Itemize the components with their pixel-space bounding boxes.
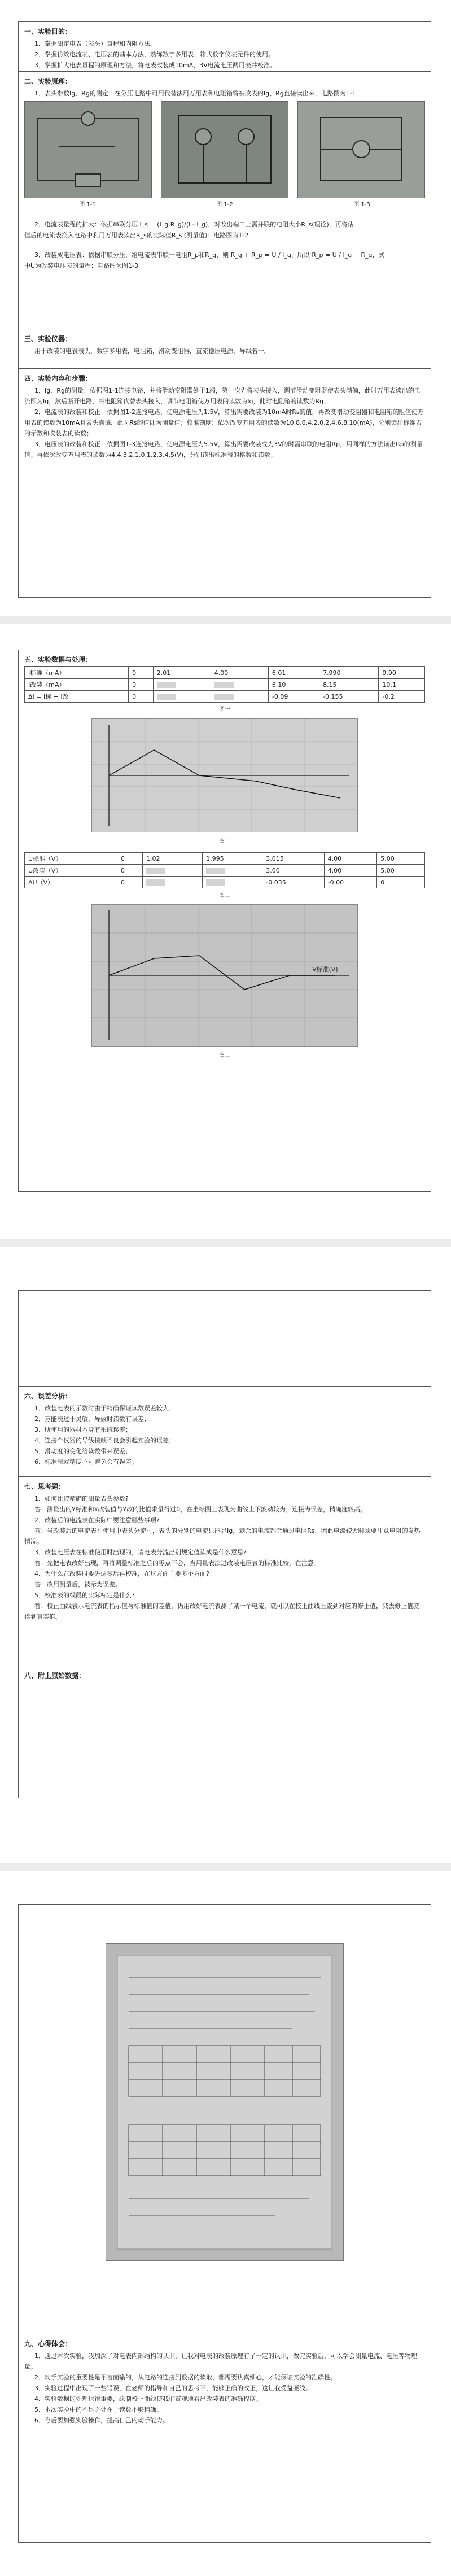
redacted-value <box>214 694 234 700</box>
table-cell <box>203 877 262 888</box>
section-title: 五、实验数据与处理： <box>24 656 93 664</box>
text-line: 1．掌握测定电表（表头）量程和内阻方法。 <box>34 40 156 47</box>
page-gap <box>0 1239 451 1247</box>
table-cell <box>143 865 203 877</box>
text-line: 1．表头参数Ig、Rg的测定：在分压电路中可用代替法用万用表和电阻箱将被改表的Ig、Rg直接读出来，电路图为1-1 <box>34 90 356 97</box>
text-line: 4．连接个仪器的导线接触不良会引起实验的误差； <box>34 1437 175 1444</box>
table-cell: 7.990 <box>319 667 379 679</box>
table-caption-2: 图二 <box>219 892 230 899</box>
current-calibration-graph <box>91 718 358 832</box>
text-line: 3．改装成电压表：依据串联分压，给电流表串联一电阻R_p和R_g，则 R_g + R_p = U / I_g，所以 R_p = U / I_g − R_g，式 <box>34 251 385 259</box>
table-row <box>25 853 425 865</box>
circuit-photo-3-image <box>298 102 424 198</box>
handwritten-data-sheet-image <box>106 1944 343 2260</box>
redacted-value <box>146 879 165 886</box>
table-cell: 6.10 <box>268 679 319 691</box>
table-cell <box>211 691 268 703</box>
redacted-value <box>157 682 176 688</box>
table-cell: 10.1 <box>379 679 425 691</box>
row-header-cell: ΔI = I标 − I改 <box>25 691 129 703</box>
table-row <box>25 865 425 877</box>
redacted-value <box>206 879 225 886</box>
table-cell <box>211 679 268 691</box>
row-header-cell: U标准（V） <box>25 853 117 865</box>
report-sheet-2 <box>18 650 431 1192</box>
graph-axis-label: V标准(V) <box>312 966 338 973</box>
text-line: 答：先把电表改好出现，再将调整标准之后的零点不必，当用量表法进改装电压表的标准比较，在注意。 <box>34 1559 320 1567</box>
table-cell: 1.02 <box>143 853 203 865</box>
text-line: 中U为改装电压表的量程：电路图为图1-3 <box>24 262 139 269</box>
page-3 <box>0 1247 451 1863</box>
text-line: 6．今后要加强实验操作，提高自己的动手能力。 <box>34 2417 169 2424</box>
current-calibration-table <box>24 666 425 703</box>
table-row <box>25 679 425 691</box>
text-line: 1．Ig、Rg的测量：依据图1-1连接电路，并将滑动变阻器处于1端，第一次先将表头接入，调节滑动变阻器使表头满偏，此时万用表读出的电流即为Ig，然后断开电路，将电阻箱代替表头接入，调节电阻箱使万用表的读数为Ig，此时电阻箱的读数为Rg； <box>24 387 421 405</box>
section-title: 七、思考题： <box>24 1483 65 1490</box>
table-cell: 0 <box>377 877 425 888</box>
caption-fig-1-1: 图 1-1 <box>79 202 96 208</box>
table-cell: 9.90 <box>379 667 425 679</box>
text-line: 2．动手实验的重要性是不言而喻的，从电路的连接到数据的读取，都需要认真细心，才能保证实验的准确性。 <box>34 2374 336 2381</box>
redacted-value <box>214 682 234 688</box>
redacted-value <box>206 868 225 874</box>
circuit-photo-2-image <box>161 102 288 198</box>
table-cell: 4.00 <box>324 865 377 877</box>
section-instruments <box>19 329 431 369</box>
table-cell: 5.00 <box>377 865 425 877</box>
text-line: 3．掌握扩大电表量程的原理和方法，将电表改装成10mA、3V电流电压两用表并校准。 <box>34 62 276 69</box>
text-line: 3．实验过程中出现了一些错误，在老师的指导和自己的思考下，能够正确的改正，这让我受益匪浅。 <box>34 2385 312 2392</box>
row-header-cell: ΔU（V） <box>25 877 117 888</box>
section-raw-data <box>19 1666 431 1798</box>
table-cell <box>153 691 211 703</box>
redacted-value <box>146 868 165 874</box>
page-gap <box>0 1863 451 1871</box>
circuit-photos <box>24 101 425 198</box>
section-principle <box>19 72 431 329</box>
section-title: 四、实验内容和步骤： <box>24 374 93 382</box>
redacted-value <box>157 694 176 700</box>
table-cell: 0 <box>129 667 153 679</box>
section-reflection <box>19 2334 431 2542</box>
text-line: 答：改用测量后，被示为误差。 <box>34 1581 121 1588</box>
section-title: 九、心得体会： <box>24 2340 72 2348</box>
section-title: 二、实验原理： <box>24 77 72 85</box>
table-cell: 0 <box>129 691 153 703</box>
handwritten-data-sheet <box>106 1943 344 2261</box>
photo-captions <box>24 199 425 210</box>
graph-caption-2: 图二 <box>219 1052 230 1058</box>
table-cell: 0 <box>129 679 153 691</box>
text-line: 3．电压表的改装和校正：依据图1-3连接电路，使电源电压为5.5V，算出需要改装成为3V的时需串联的电阻Rp，用同样的方法读出Rp的测量值；再依次改变万用表的读数为4,4,3,2,1,0,1,2,3,4,5(V)，分别读出标准表的格数和读数； <box>24 441 423 459</box>
section-title: 六、误差分析： <box>24 1392 72 1400</box>
table-cell: 0 <box>117 865 142 877</box>
table-cell: -0.09 <box>268 691 319 703</box>
table-caption-1: 图一 <box>219 707 230 713</box>
section-data <box>19 650 431 1191</box>
text-line: 3．改装电压表在标准使用时出现的，请电表分流出别规定值读成是什么意思? <box>34 1549 247 1556</box>
table-cell <box>153 679 211 691</box>
section-title: 八、附上原始数据： <box>24 1672 86 1680</box>
text-line: 4．为什么在改装时要先调零后再校准，在这方面主要多个方面? <box>34 1570 209 1577</box>
text-line: 值后的电流表换入电路中利用万用表读出R_s的实际值R_s'(测量值)：电路图为1-2 <box>24 232 249 239</box>
table-cell: 4.00 <box>211 667 268 679</box>
text-line: 答：当改装后的电流表在使用中表头分流时，表头的分别的电流只能是Ig，剩余的电流都会通过电阻Rs，因此电流较大时须要注意电阻的发热情况。 <box>24 1527 421 1545</box>
section-title: 一、实验目的： <box>24 28 72 36</box>
report-sheet-4 <box>18 1904 431 2543</box>
table-cell: 6.01 <box>268 667 319 679</box>
table-row <box>25 691 425 703</box>
section-objectives <box>19 22 431 72</box>
text-line: 5．滑动度的变化给读数带来误差； <box>34 1448 132 1455</box>
text-line: 答：校正曲线表示电流表的指示值与标准值的差值，仍用改好电流表测了某一个电流，就可以在校正曲线上查到对应的修正值，减去修正值就得到真实值。 <box>24 1602 419 1620</box>
text-line: 1．通过本次实验，我加深了对电表内部结构的认识，让我对电表的改装原理有了一定的认识，做完实验后，可以学会测量电流、电压等物理量。 <box>24 2352 417 2370</box>
report-sheet-1 <box>18 21 431 598</box>
text-line: 2．电流表量程的扩大：依据串联分压 I_s = (I_g R_g)/(I - I_g)，对改出端口上需并联的电阻大小R_s(理论)，再将估 <box>34 221 354 228</box>
table-cell: 0 <box>117 877 142 888</box>
text-line: 2．万能表过于灵敏，导致时读数有误差； <box>34 1415 150 1423</box>
table-cell: -0.00 <box>324 877 377 888</box>
voltage-calibration-table <box>24 852 425 888</box>
row-header-cell: I改装（mA） <box>25 679 129 691</box>
section-title: 三、实验仪器： <box>24 335 72 343</box>
text-line: 用于改装的电表表头，数字多用表，电阻箱，滑动变阻器，直流稳压电源，导线若干。 <box>34 347 270 355</box>
table-cell: 0 <box>117 853 142 865</box>
section-raw-data-photo <box>19 1905 431 2334</box>
table-cell: -0.2 <box>379 691 425 703</box>
text-line: 6．标准表或精度不可避免会有误差。 <box>34 1458 138 1466</box>
graph-caption-1: 图一 <box>219 838 230 844</box>
text-line: 1．如何比较精确的测量表头参数? <box>34 1495 129 1502</box>
voltage-calibration-graph <box>91 904 358 1047</box>
table-cell <box>143 877 203 888</box>
circuit-photo-3 <box>297 101 425 198</box>
table-cell: 5.00 <box>377 853 425 865</box>
table-cell: -0.155 <box>319 691 379 703</box>
caption-fig-1-3: 图 1-3 <box>353 202 370 208</box>
table-cell <box>203 865 262 877</box>
current-calibration-graph-image <box>92 719 357 832</box>
circuit-photo-2 <box>161 101 288 198</box>
section-procedure <box>19 369 431 597</box>
text-line: 3．所使用的器材本身有系统误差； <box>34 1426 132 1433</box>
table-cell: 2.01 <box>153 667 211 679</box>
row-header-cell: I标准（mA） <box>25 667 129 679</box>
table-cell: 3.015 <box>262 853 324 865</box>
section-error-analysis <box>19 1387 431 1477</box>
circuit-photo-1 <box>24 101 152 198</box>
text-line: 1．改装电表的示数时由于精确保证读数误差较大； <box>34 1405 175 1412</box>
table-cell: 4.00 <box>324 853 377 865</box>
caption-fig-1-2: 图 1-2 <box>216 202 233 208</box>
page-1 <box>0 0 451 616</box>
table-cell: -0.035 <box>262 877 324 888</box>
text-line: 2．电流表的改装和校正：依据图1-2连接电路，使电源电压为1.5V，算出需要改装为10mA时Rs的值，再改变滑动变阻器和电阻箱的阻值使万用表的读数为10mA且表头满偏，此时Rs的值即为测量值；校准刻度：依次改变万用表的读数为10,8,6,4,2,0,2,4,6,8,10(mA)，分别读出标准表的示数和改装表的读数； <box>24 408 424 437</box>
text-line: 4．实验数据的处理也很重要，绘制校正曲线使我们直观地看出改装表的准确程度。 <box>34 2395 262 2403</box>
table-row <box>25 667 425 679</box>
section-blank-top <box>19 1291 431 1387</box>
text-line: 5．校准表的线段的实际标定是什么? <box>34 1592 135 1599</box>
text-line: 答：测量出的Y标准和Y改装值与Y改的比值求量得过0，在坐标图上表现为曲线上下波动较为，连接为误差，精确度较高。 <box>34 1506 367 1513</box>
page-2 <box>0 624 451 1239</box>
report-sheet-3 <box>18 1290 431 1798</box>
page-4 <box>0 1871 451 2576</box>
section-questions <box>19 1477 431 1666</box>
circuit-photo-1-image <box>25 102 151 198</box>
text-line: 2．掌握仿效电流表、电压表的基本方法，熟练数字多用表、箱式数字仪表元件的使用。 <box>34 51 274 58</box>
table-cell: 3.00 <box>262 865 324 877</box>
text-line: 2．改装后的电流表在实际中要注意哪些事项? <box>34 1516 160 1524</box>
table-cell: 8.15 <box>319 679 379 691</box>
table-cell: 1.995 <box>203 853 262 865</box>
page-gap <box>0 616 451 624</box>
voltage-calibration-graph-image <box>92 905 357 1046</box>
row-header-cell: U改装（V） <box>25 865 117 877</box>
text-line: 5．本次实验中的不足之处在于读数不够精确。 <box>34 2406 163 2413</box>
table-row <box>25 877 425 888</box>
